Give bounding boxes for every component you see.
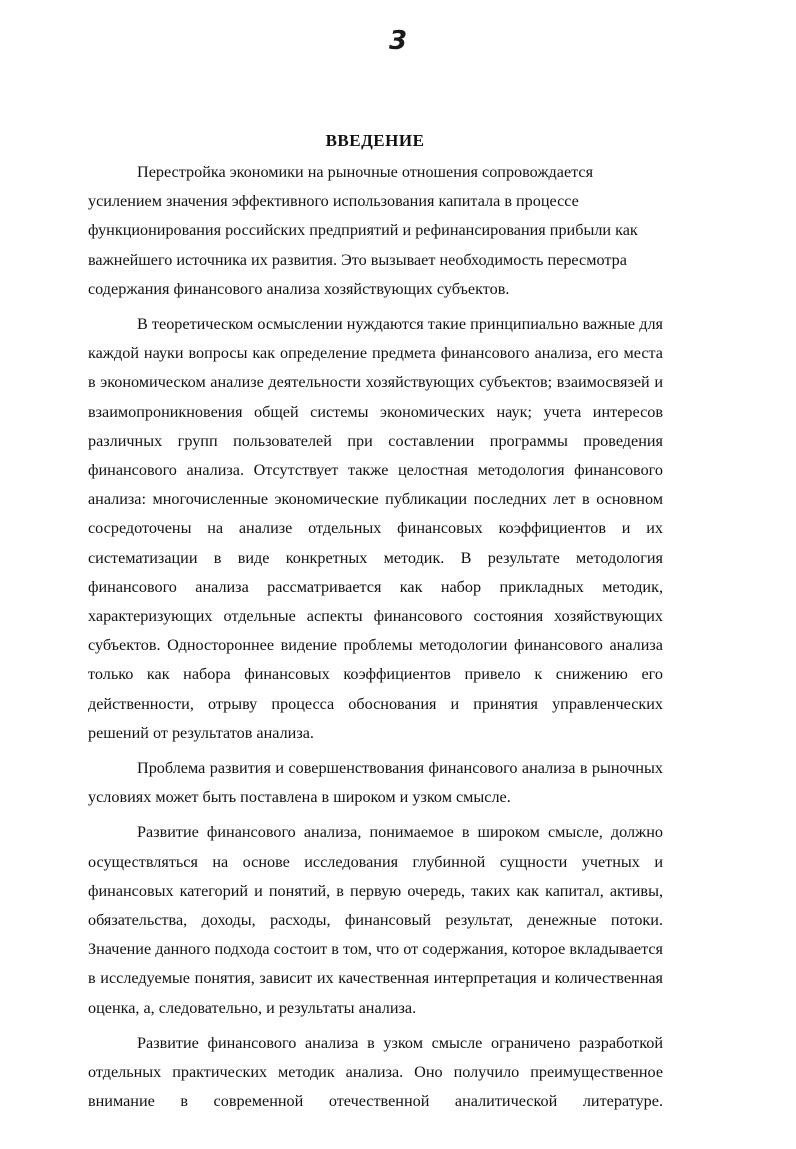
section-heading: ВВЕДЕНИЕ — [325, 131, 425, 150]
page-number: 3 — [388, 26, 408, 56]
paragraph-3: Проблема развития и совершенствования финансового анализа в рыночных условиях может быть поставлена в широком и узком смысле. — [88, 759, 663, 807]
paragraph-5: Развитие финансового анализа в узком смысле ограничено разработкой отдельных практических методик анализа. Оно получило преимущественное внимание в современной отечественной аналитической литературе. — [88, 1033, 663, 1111]
body-text — [88, 158, 663, 1117]
paragraph-4: Развитие финансового анализа, понимаемое в широком смысле, должно осуществляться на основе исследования глубинной сущности учетных и финансовых категорий и понятий, в первую очередь, таких как капитал, активы, обязательства, доходы, расходы, финансовый результат, денежные потоки. Значение данного подхода состоит в том, что от содержания, которое вкладывается в исследуемые понятия, зависит их качественная интерпретация и количественная оценка, а, следовательно, и результаты анализа. — [88, 823, 663, 1017]
paragraph-2: В теоретическом осмыслении нуждаются такие принципиально важные для каждой науки вопросы как определение предмета финансового анализа, его места в экономическом анализе деятельности хозяйствующих субъектов; взаимосвязей и взаимопроникновения общей системы экономических наук; учета интересов различных групп пользователей при составлении программы проведения финансового анализа. Отсутствует также целостная методология финансового анализа: многочисленные экономические публикации последних лет в основном сосредоточены на анализе отдельных финансовых коэффициентов и их систематизации в виде конкретных методик. В результате методология финансового анализа рассматривается как набор прикладных методик, характеризующих отдельные аспекты финансового состояния хозяйствующих субъектов. Одностороннее видение проблемы методологии финансового анализа только как набора финансовых коэффициентов привело к снижению его действенности, отрыву процесса обоснования и принятия управленческих решений от результатов анализа. — [88, 315, 663, 742]
paragraph-1: Перестройка экономики на рыночные отношения сопровождается усилением значения эффективного использования капитала в процессе функционирования российских предприятий и рефинансирования прибыли как важнейшего источника их развития. Это вызывает необходимость пересмотра содержания финансового анализа хозяйствующих субъектов. — [88, 163, 638, 298]
